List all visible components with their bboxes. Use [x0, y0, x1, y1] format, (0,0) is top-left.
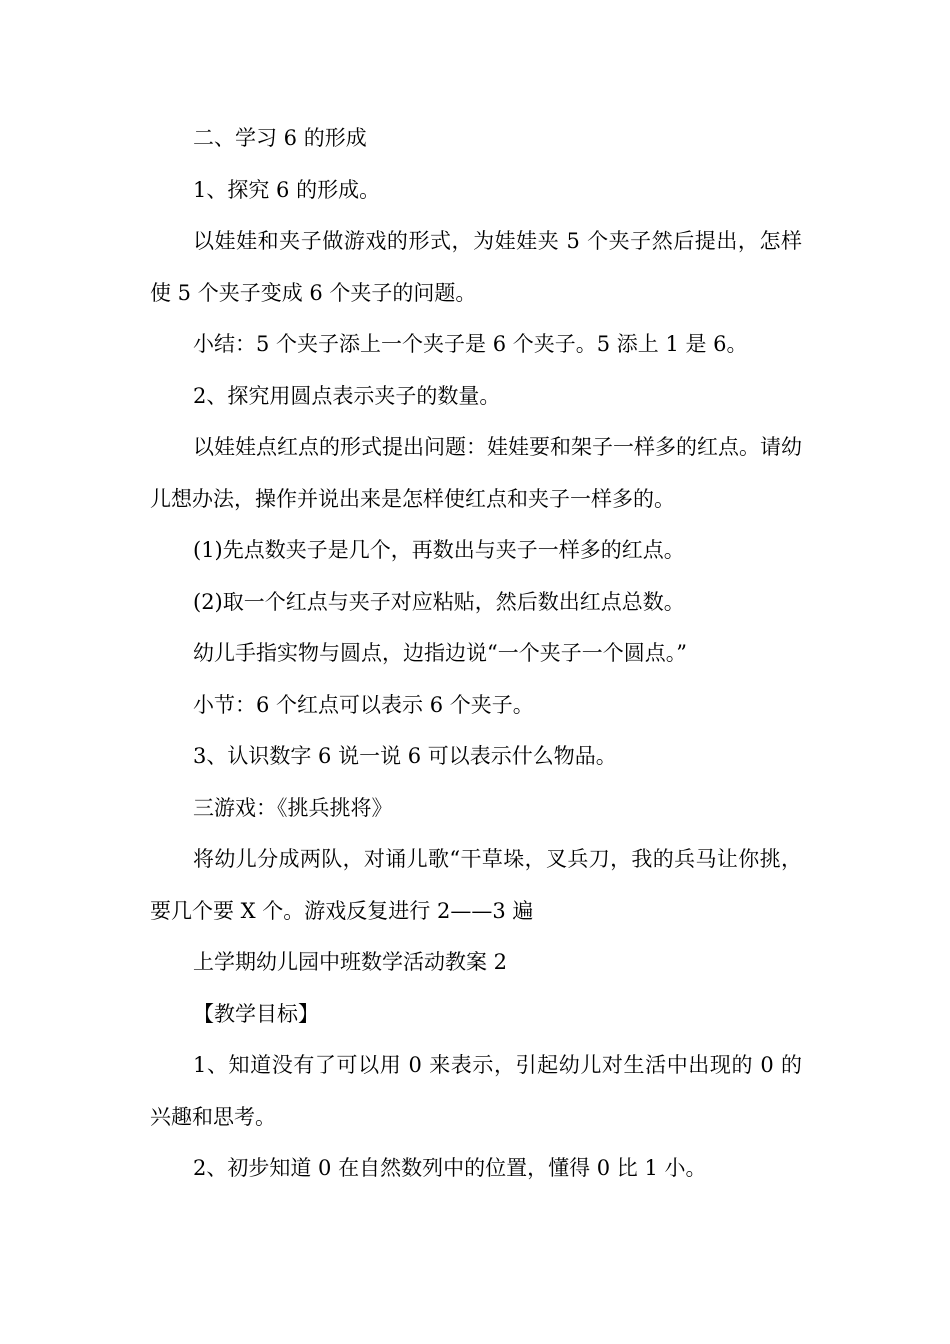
paragraph-summary-1: 小结：5 个夹子添上一个夹子是 6 个夹子。5 添上 1 是 6。	[193, 332, 748, 356]
paragraph-summary-2: 小节：6 个红点可以表示 6 个夹子。	[193, 692, 534, 717]
paragraph-step-3: 3、认识数字 6 说一说 6 可以表示什么物品。	[193, 744, 617, 768]
paragraph-objectives-heading: 【教学目标】	[193, 1001, 319, 1026]
paragraph-substep-1: (1)先点数夹子是几个，再数出与夹子一样多的红点。	[193, 538, 685, 562]
paragraph-section-two-heading: 二、学习 6 的形成	[193, 126, 367, 150]
paragraph-step-2: 2、探究用圆点表示夹子的数量。	[193, 383, 501, 408]
paragraph-game-intro: 以娃娃和夹子做游戏的形式，为娃娃夹 5 个夹子然后提出，怎样使 5 个夹子变成 6 个夹子的问题。	[150, 229, 802, 305]
paragraph-objective-1: 1、知道没有了可以用 0 来表示，引起幼儿对生活中出现的 0 的兴趣和思考。	[150, 1053, 802, 1129]
paragraph-objective-2: 2、初步知道 0 在自然数列中的位置，懂得 0 比 1 小。	[193, 1156, 707, 1180]
paragraph-substep-2: (2)取一个红点与夹子对应粘贴，然后数出红点总数。	[193, 589, 685, 614]
paragraph-red-dots: 以娃娃点红点的形式提出问题：娃娃要和架子一样多的红点。请幼儿想办法，操作并说出来是怎样使红点和夹子一样多的。	[150, 435, 802, 511]
paragraph-section-three-heading: 三游戏：《挑兵挑将》	[193, 795, 393, 820]
paragraph-step-1: 1、探究 6 的形成。	[193, 177, 381, 202]
paragraph-lesson-2-title: 上学期幼儿园中班数学活动教案 2	[193, 950, 508, 974]
document-body	[150, 113, 802, 1195]
paragraph-pointing: 幼儿手指实物与圆点，边指边说“一个夹子一个圆点。”	[193, 641, 687, 665]
paragraph-game-rules: 将幼儿分成两队，对诵儿歌“干草垛，叉兵刀，我的兵马让你挑，要几个要 X 个。游戏反复进行 2——3 遍	[150, 847, 802, 923]
